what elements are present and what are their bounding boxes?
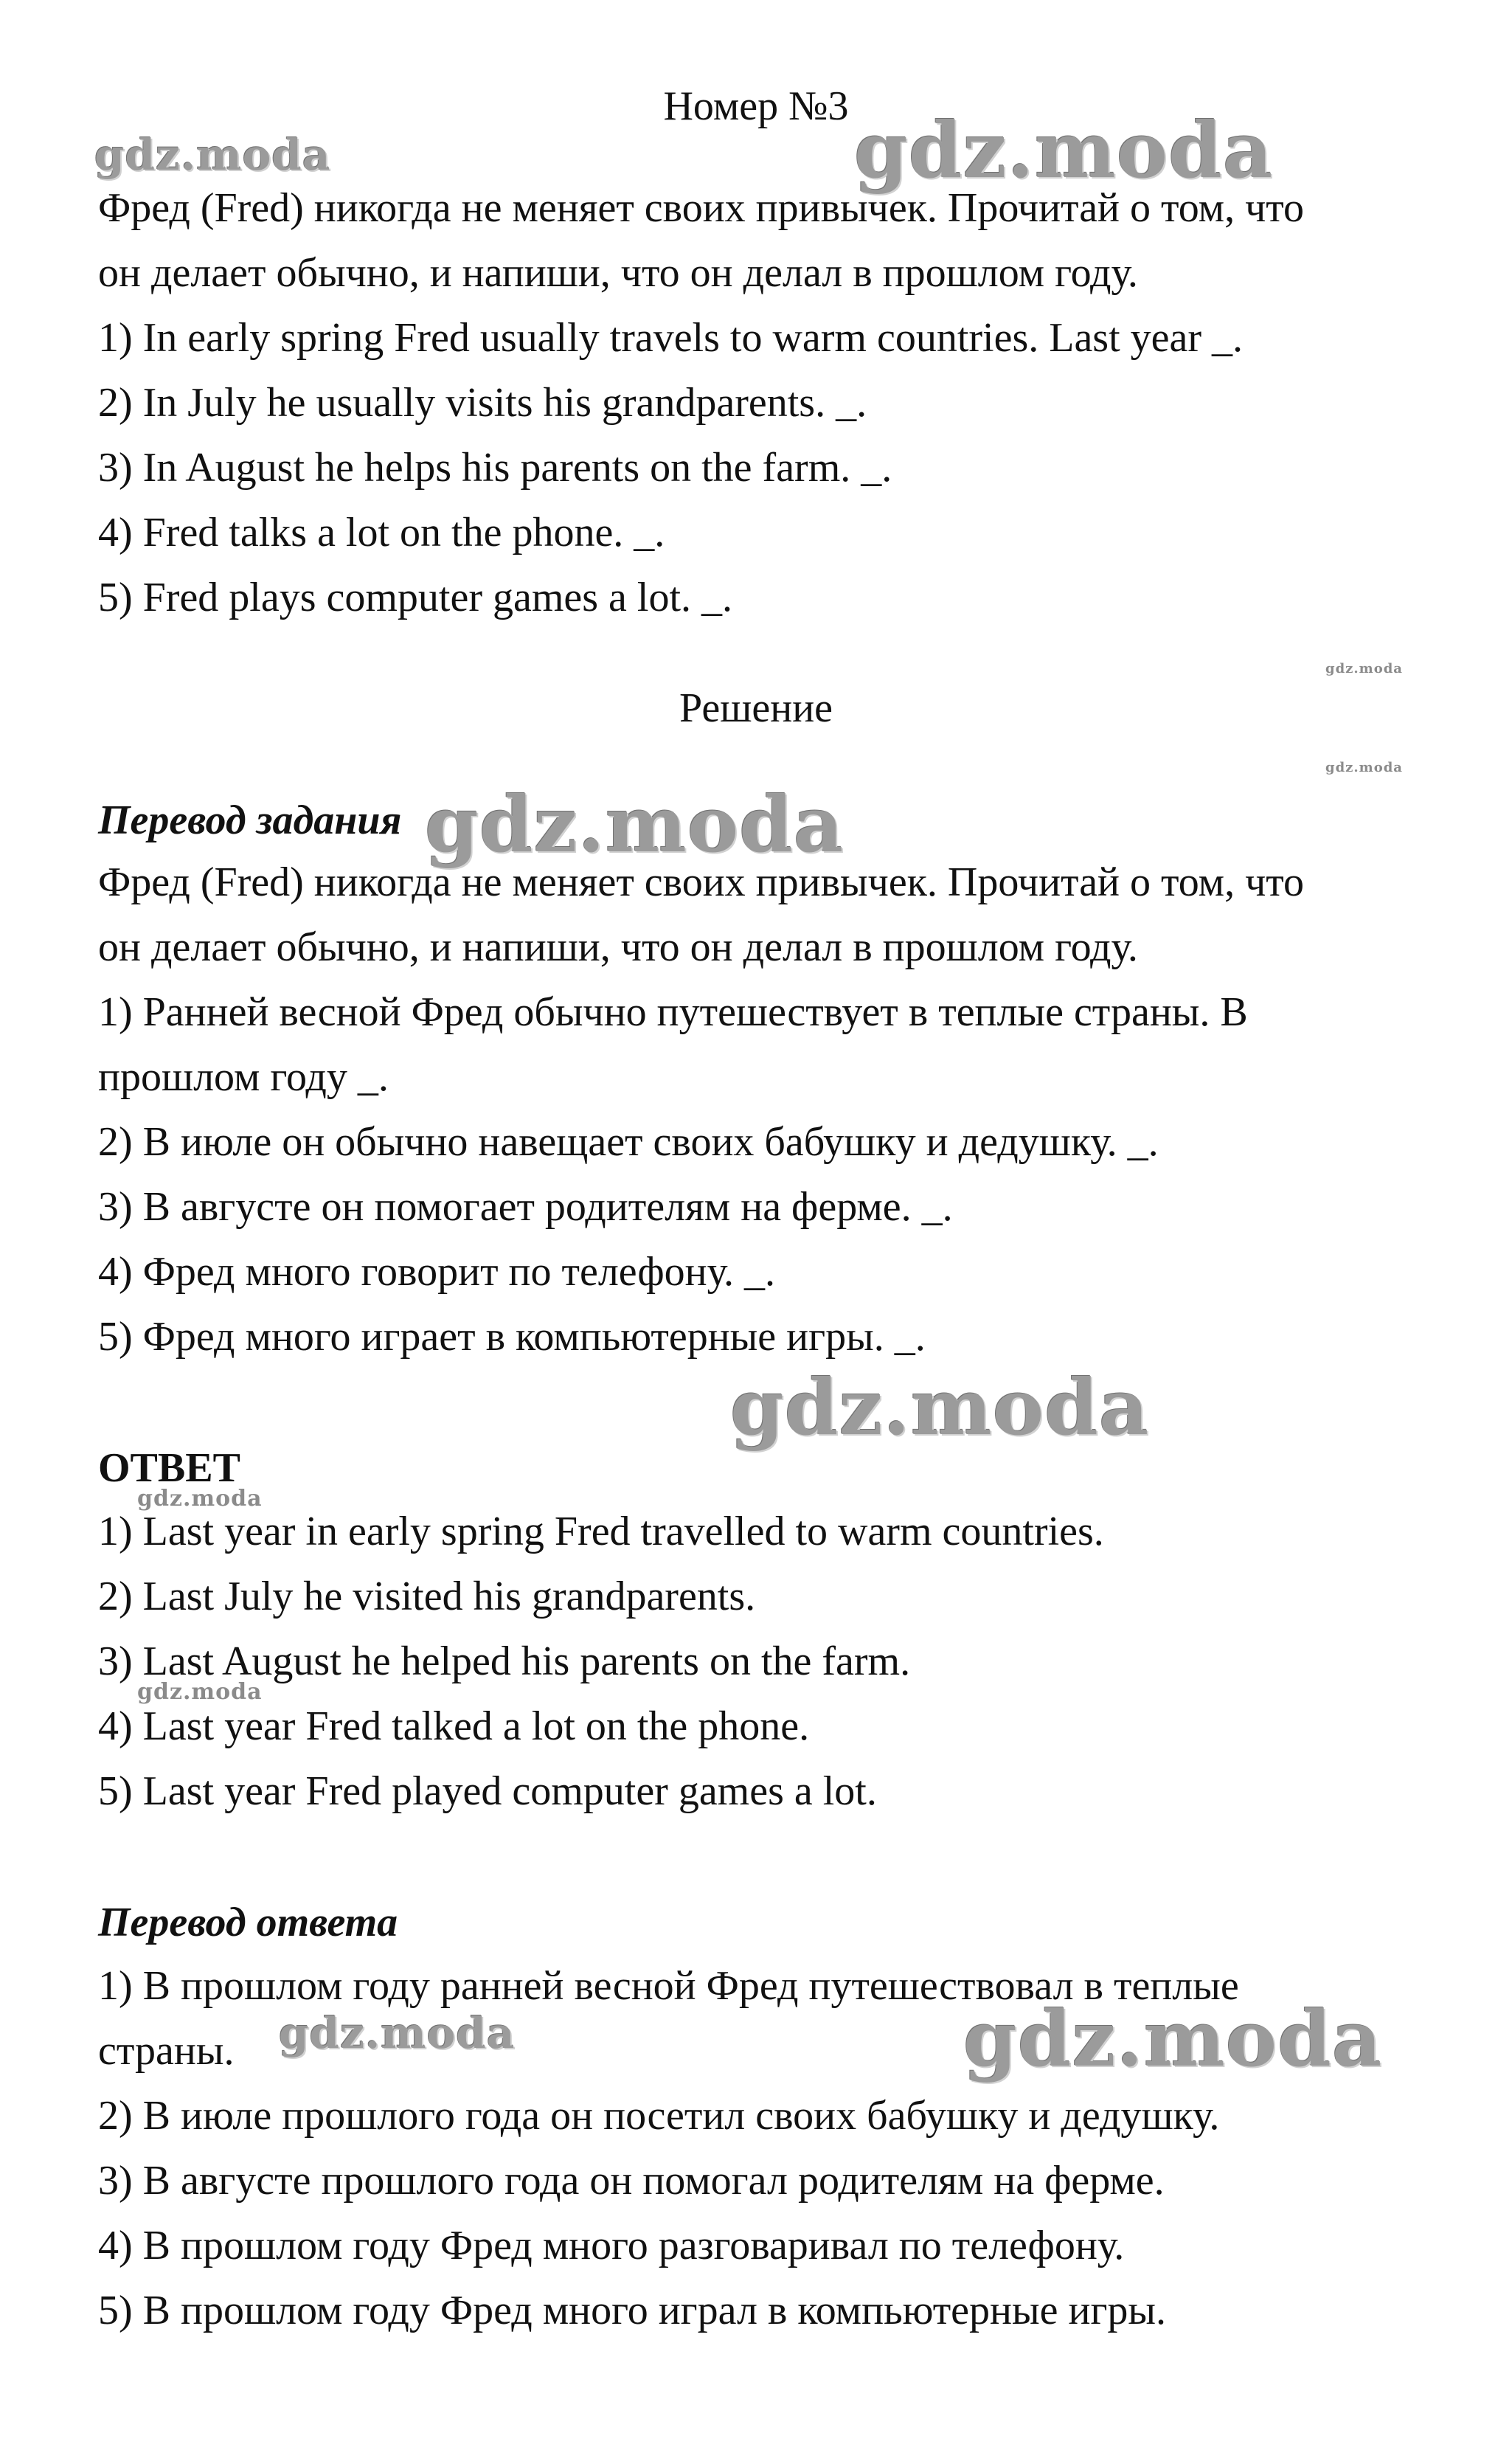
answer-translation-item-5: 5) В прошлом году Фред много играл в компьютерные игры. (98, 2288, 1167, 2333)
answer-item-3: 3) Last August he helped his parents on the farm. (98, 1638, 911, 1684)
answer-translation-item-1-line-1: 1) В прошлом году ранней весной Фред путешествовал в теплые (98, 1963, 1239, 2009)
watermark: gdz.moda (1325, 760, 1403, 775)
task-intro-line-1: Фред (Fred) никогда не меняет своих привычек. Прочитай о том, что (98, 185, 1305, 231)
task-item-1: 1) In early spring Fred usually travels to warm countries. Last year _. (98, 315, 1244, 361)
task-item-4: 4) Fred talks a lot on the phone. _. (98, 510, 665, 555)
task-translation-item-1-line-1: 1) Ранней весной Фред обычно путешествует в теплые страны. В (98, 989, 1248, 1035)
watermark: gdz.moda (963, 1993, 1383, 2084)
answer-translation-heading: Перевод ответа (98, 1900, 398, 1945)
task-item-3: 3) In August he helps his parents on the farm. _. (98, 445, 892, 491)
solution-heading: Решение (679, 685, 833, 731)
answer-translation-item-2: 2) В июле прошлого года он посетил своих бабушку и дедушку. (98, 2093, 1220, 2139)
watermark: gdz.moda (279, 2008, 516, 2058)
task-translation-item-2: 2) В июле он обычно навещает своих бабушку и дедушку. _. (98, 1119, 1159, 1165)
answer-item-4: 4) Last year Fred talked a lot on the phone. (98, 1703, 810, 1749)
watermark: gdz.moda (854, 105, 1274, 195)
watermark: gdz.moda (730, 1362, 1150, 1453)
task-translation-item-1-line-2: прошлом году _. (98, 1054, 389, 1100)
watermark: gdz.moda (425, 779, 845, 870)
task-intro-line-2: он делает обычно, и напиши, что он делал в прошлом году. (98, 250, 1138, 296)
task-translation-item-5: 5) Фред много играет в компьютерные игры. _. (98, 1314, 926, 1360)
task-translation-heading: Перевод задания (98, 797, 402, 843)
answer-item-1: 1) Last year in early spring Fred travelled to warm countries. (98, 1509, 1104, 1554)
answer-item-2: 2) Last July he visited his grandparents. (98, 1574, 756, 1619)
task-translation-intro-line-2: он делает обычно, и напиши, что он делал в прошлом году. (98, 924, 1138, 970)
answer-item-5: 5) Last year Fred played computer games a lot. (98, 1768, 877, 1814)
task-translation-item-4: 4) Фред много говорит по телефону. _. (98, 1249, 775, 1295)
watermark: gdz.moda (137, 1486, 263, 1512)
watermark: gdz.moda (94, 130, 331, 180)
answer-translation-item-3: 3) В августе прошлого года он помогал родителям на ферме. (98, 2158, 1165, 2204)
task-translation-intro-line-1: Фред (Fred) никогда не меняет своих привычек. Прочитай о том, что (98, 859, 1305, 905)
task-translation-item-3: 3) В августе он помогает родителям на ферме. _. (98, 1184, 953, 1230)
task-item-5: 5) Fred plays computer games a lot. _. (98, 575, 733, 620)
watermark: gdz.moda (1325, 661, 1403, 676)
task-item-2: 2) In July he usually visits his grandparents. _. (98, 380, 867, 426)
answer-heading: ОТВЕТ (98, 1445, 240, 1491)
answer-translation-item-1-line-2: страны. (98, 2028, 235, 2074)
answer-translation-item-4: 4) В прошлом году Фред много разговаривал по телефону. (98, 2223, 1125, 2268)
watermark: gdz.moda (137, 1679, 263, 1705)
page-title: Номер №3 (663, 83, 849, 129)
